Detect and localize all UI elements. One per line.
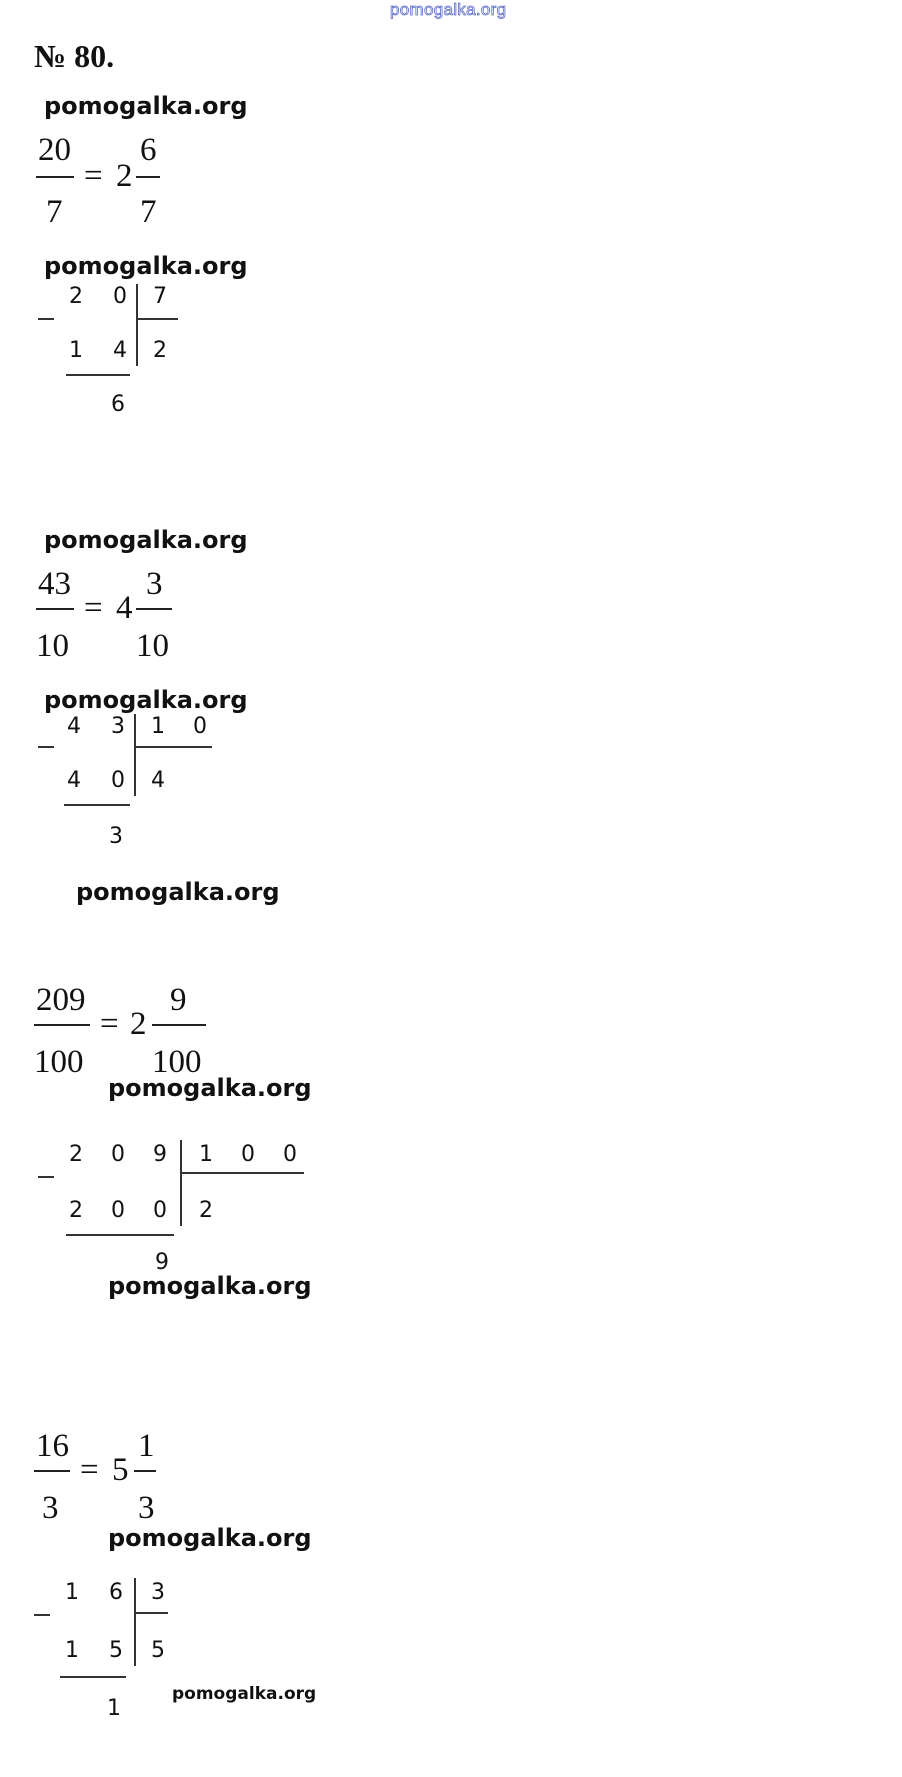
minus-sign	[38, 1176, 54, 1178]
fraction-bar	[136, 608, 172, 610]
fraction-bar	[34, 1470, 70, 1472]
numerator: 16	[36, 1428, 69, 1464]
fraction-numerator: 1	[138, 1428, 155, 1464]
watermark: pomogalka.org	[108, 1524, 312, 1552]
dividend-digit: 3	[111, 714, 125, 739]
watermark: pomogalka.org	[172, 1684, 317, 1704]
watermark: pomogalka.org	[44, 252, 248, 280]
subtrahend-digit: 1	[69, 338, 83, 363]
equals-sign: =	[84, 590, 103, 626]
subtrahend-digit: 0	[153, 1198, 167, 1223]
divisor-digit: 1	[199, 1142, 213, 1167]
fraction-numerator: 3	[146, 566, 163, 602]
divisor-line	[134, 1612, 168, 1614]
division-bar	[136, 284, 138, 366]
dividend-digit: 2	[69, 284, 83, 309]
dividend-digit: 0	[113, 284, 127, 309]
watermark: pomogalka.org	[108, 1074, 312, 1102]
whole-part: 5	[112, 1452, 129, 1488]
division-bar	[134, 714, 136, 796]
fraction-denominator: 7	[140, 194, 157, 230]
watermark: pomogalka.org	[44, 92, 248, 120]
dividend-digit: 2	[69, 1142, 83, 1167]
equals-sign: =	[100, 1006, 119, 1042]
top-site-watermark: pomogalka.org	[390, 0, 507, 19]
subtraction-line	[66, 374, 130, 376]
fraction-bar	[34, 1024, 90, 1026]
remainder: 9	[155, 1250, 169, 1275]
whole-part: 4	[116, 590, 133, 626]
numerator: 43	[38, 566, 71, 602]
equals-sign: =	[84, 158, 103, 194]
watermark: pomogalka.org	[108, 1272, 312, 1300]
subtrahend-digit: 0	[111, 768, 125, 793]
quotient-digit: 2	[199, 1198, 213, 1223]
subtrahend-digit: 5	[109, 1638, 123, 1663]
divisor-digit: 0	[193, 714, 207, 739]
fraction-bar	[152, 1024, 206, 1026]
fraction-denominator: 100	[152, 1044, 202, 1080]
minus-sign	[38, 318, 54, 320]
exercise-title: № 80.	[34, 38, 115, 74]
fraction-bar	[36, 608, 74, 610]
divisor-line	[136, 318, 178, 320]
subtraction-line	[66, 1234, 174, 1236]
dividend-digit: 9	[153, 1142, 167, 1167]
remainder: 6	[111, 392, 125, 417]
numerator: 20	[38, 132, 71, 168]
subtrahend-digit: 2	[69, 1198, 83, 1223]
dividend-digit: 1	[65, 1580, 79, 1605]
watermark: pomogalka.org	[76, 878, 280, 906]
equals-sign: =	[80, 1452, 99, 1488]
remainder: 3	[109, 824, 123, 849]
fraction-denominator: 10	[136, 628, 169, 664]
numerator: 209	[36, 982, 86, 1018]
fraction-denominator: 3	[138, 1490, 155, 1526]
dividend-digit: 0	[111, 1142, 125, 1167]
whole-part: 2	[130, 1006, 147, 1042]
dividend-digit: 4	[67, 714, 81, 739]
fraction-numerator: 9	[170, 982, 187, 1018]
fraction-numerator: 6	[140, 132, 157, 168]
fraction-bar	[36, 176, 74, 178]
fraction-bar	[134, 1470, 156, 1472]
watermark: pomogalka.org	[44, 686, 248, 714]
subtrahend-digit: 4	[113, 338, 127, 363]
minus-sign	[34, 1614, 50, 1616]
subtrahend-digit: 4	[67, 768, 81, 793]
divisor-digit: 1	[151, 714, 165, 739]
divisor-digit: 0	[241, 1142, 255, 1167]
divisor-digit: 0	[283, 1142, 297, 1167]
divisor-line	[180, 1172, 304, 1174]
division-bar	[180, 1140, 182, 1226]
quotient-digit: 4	[151, 768, 165, 793]
denominator: 100	[34, 1044, 84, 1080]
divisor-line	[134, 746, 212, 748]
subtraction-line	[64, 804, 130, 806]
denominator: 7	[46, 194, 63, 230]
divisor-digit: 7	[153, 284, 167, 309]
fraction-bar	[136, 176, 160, 178]
subtrahend-digit: 0	[111, 1198, 125, 1223]
denominator: 10	[36, 628, 69, 664]
divisor-digit: 3	[151, 1580, 165, 1605]
dividend-digit: 6	[109, 1580, 123, 1605]
subtraction-line	[60, 1676, 126, 1678]
quotient-digit: 5	[151, 1638, 165, 1663]
denominator: 3	[42, 1490, 59, 1526]
watermark: pomogalka.org	[44, 526, 248, 554]
division-bar	[134, 1578, 136, 1666]
subtrahend-digit: 1	[65, 1638, 79, 1663]
quotient-digit: 2	[153, 338, 167, 363]
remainder: 1	[107, 1696, 121, 1721]
minus-sign	[38, 746, 54, 748]
whole-part: 2	[116, 158, 133, 194]
